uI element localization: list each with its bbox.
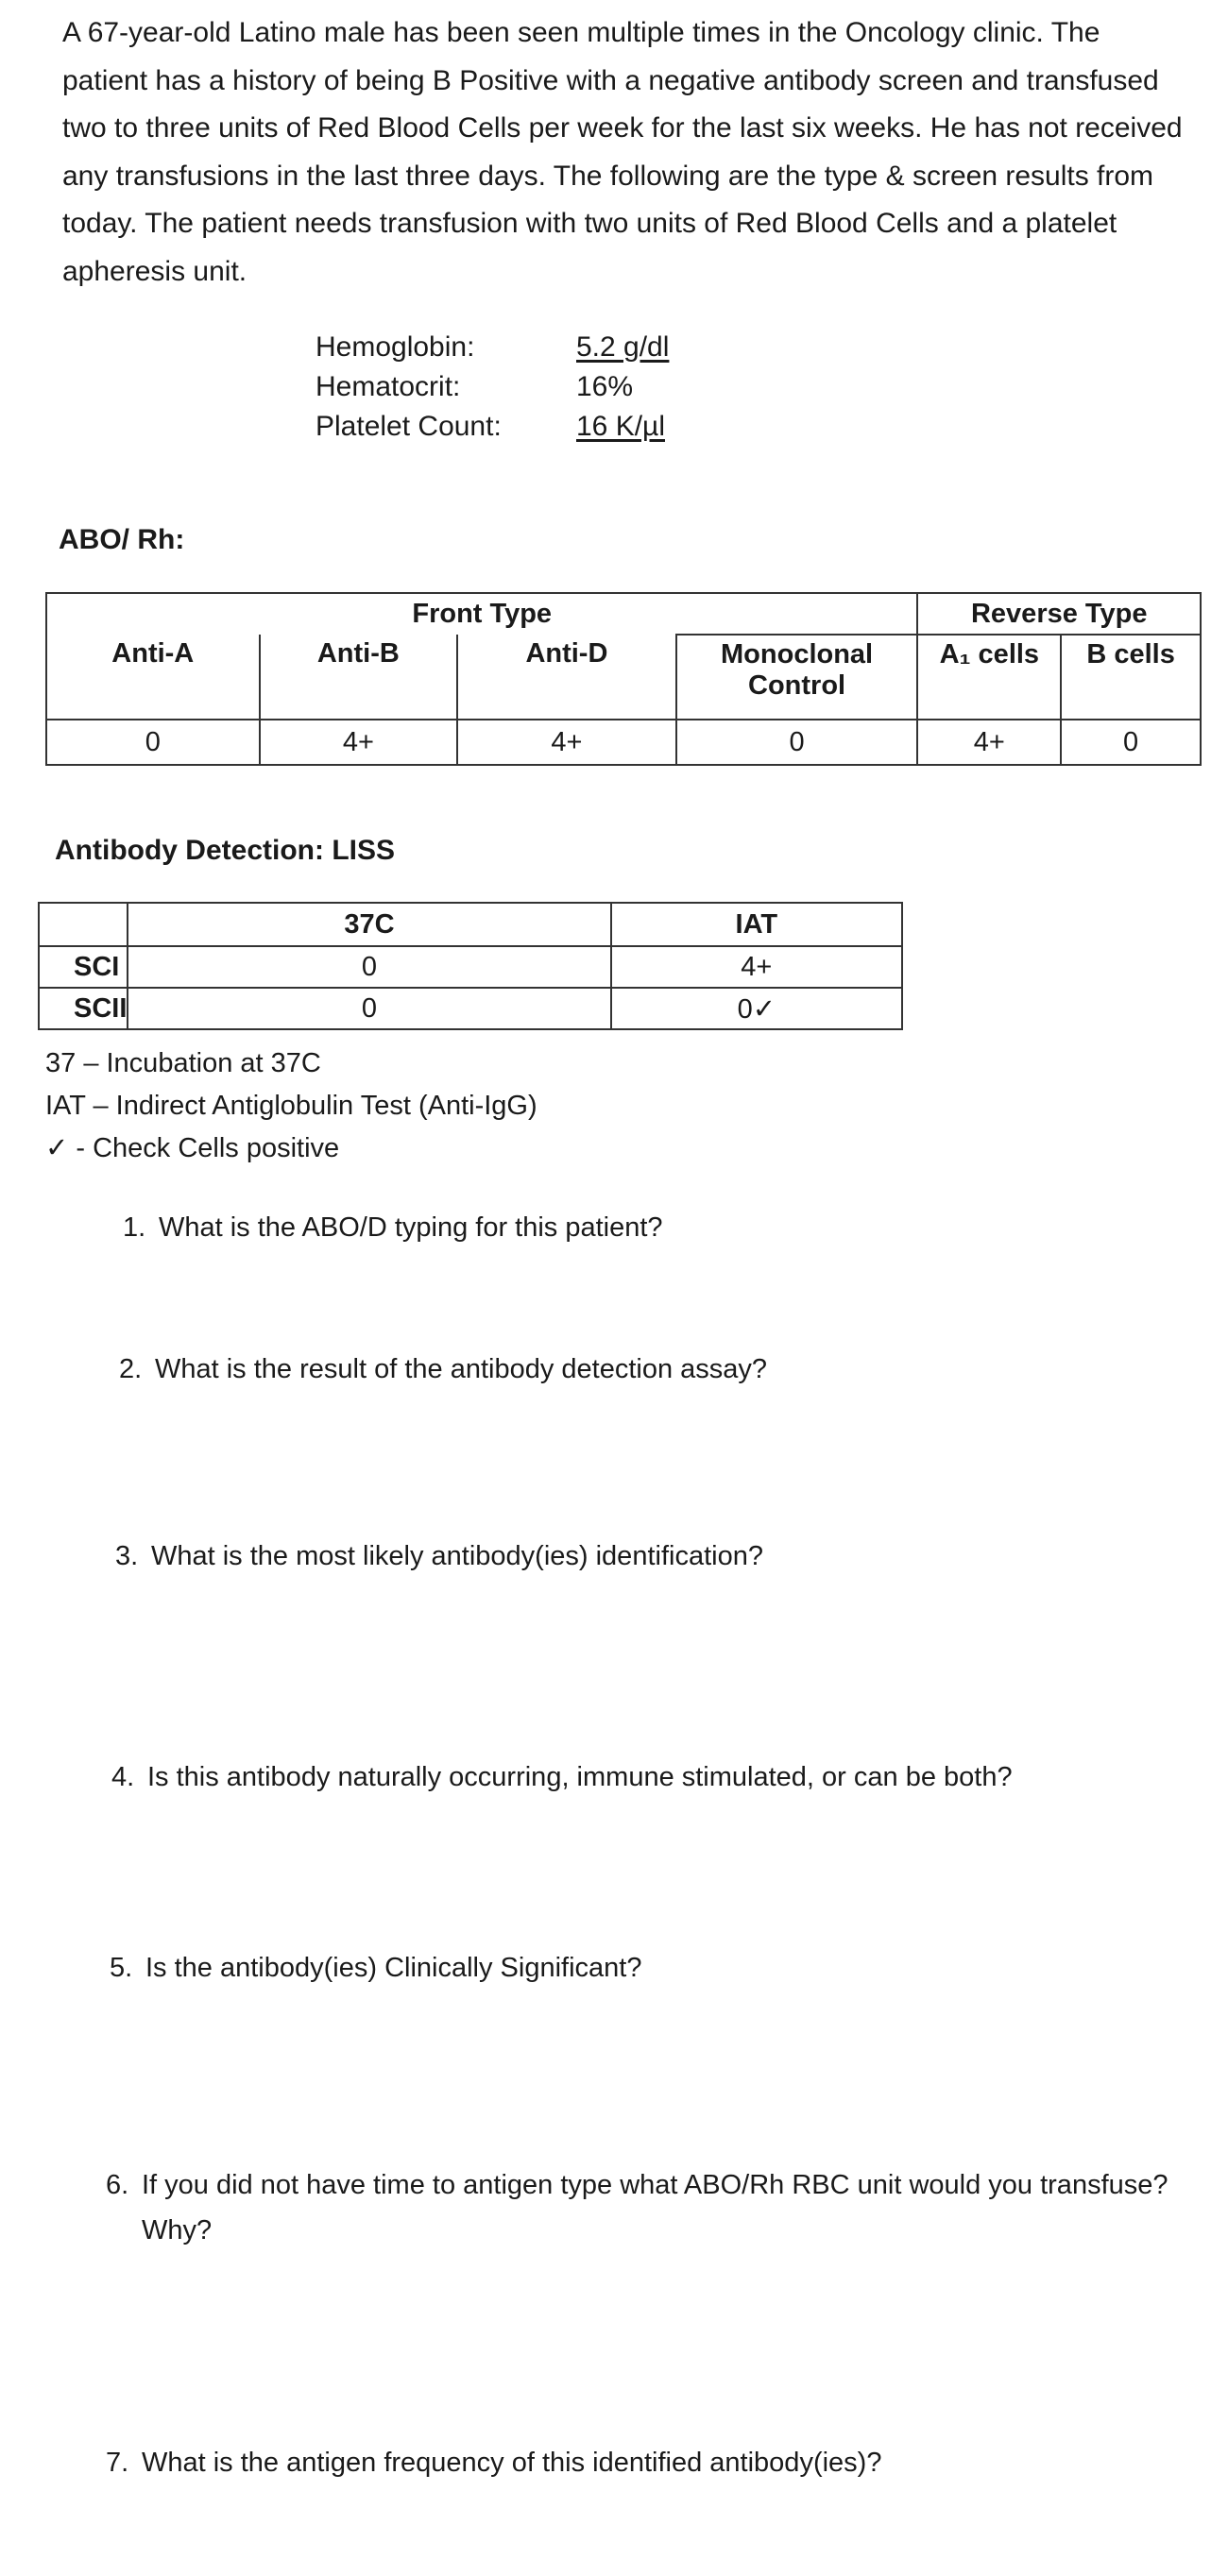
col-anti-a: Anti-A xyxy=(46,635,260,720)
result-37c: 0 xyxy=(128,946,610,988)
question-number: 2. xyxy=(119,1354,143,1384)
legend-item: 37 – Incubation at 37C xyxy=(45,1048,321,1078)
question-text: If you did not have time to antigen type what ABO/Rh RBC unit would you transfuse? Why? xyxy=(142,2170,1168,2246)
lab-row-hematocrit xyxy=(316,367,676,407)
screen-cell-label: SCII xyxy=(39,988,128,1029)
value-anti-d: 4+ xyxy=(457,720,676,765)
col-37c: 37C xyxy=(128,903,610,946)
abo-rh-label: ABO/ Rh: xyxy=(59,524,185,555)
question-text: What is the ABO/D typing for this patient? xyxy=(159,1212,663,1243)
table-row xyxy=(39,946,902,988)
lab-value: 16 K/µl xyxy=(576,411,665,442)
value-anti-b: 4+ xyxy=(260,720,458,765)
lab-value: 5.2 g/dl xyxy=(576,331,670,363)
antibody-detection-label: Antibody Detection: LISS xyxy=(55,835,395,866)
col-a1-cells: A₁ cells xyxy=(917,635,1061,720)
question-number: 1. xyxy=(123,1212,146,1243)
question-text: What is the antigen frequency of this identified antibody(ies)? xyxy=(142,2448,882,2478)
value-b-cells: 0 xyxy=(1061,720,1201,765)
lab-values xyxy=(316,328,676,447)
abo-rh-table xyxy=(45,592,1202,766)
screen-cell-label: SCI xyxy=(39,946,128,988)
question-text: What is the most likely antibody(ies) identification? xyxy=(151,1541,763,1571)
col-anti-d: Anti-D xyxy=(457,635,676,720)
lab-row-hemoglobin xyxy=(316,328,676,367)
lab-row-platelet-count xyxy=(316,407,676,447)
table-row xyxy=(39,988,902,1029)
question-number: 5. xyxy=(110,1953,133,1983)
col-anti-b: Anti-B xyxy=(260,635,458,720)
question-number: 6. xyxy=(106,2170,129,2200)
question-6 xyxy=(106,2162,1192,2253)
question-1 xyxy=(123,1205,1162,1250)
col-monoclonal-control: Monoclonal Control xyxy=(676,635,918,720)
value-a1-cells: 4+ xyxy=(917,720,1061,765)
question-3 xyxy=(115,1534,1154,1579)
value-monoclonal-control: 0 xyxy=(676,720,918,765)
result-37c: 0 xyxy=(128,988,610,1029)
question-number: 7. xyxy=(106,2448,129,2478)
col-b-cells: B cells xyxy=(1061,635,1201,720)
legend-item: IAT – Indirect Antiglobulin Test (Anti-IgG) xyxy=(45,1091,537,1121)
question-text: Is this antibody naturally occurring, immune stimulated, or can be both? xyxy=(147,1762,1013,1792)
reverse-type-header: Reverse Type xyxy=(917,593,1201,635)
question-text: What is the result of the antibody detection assay? xyxy=(155,1354,768,1384)
front-type-header: Front Type xyxy=(46,593,917,635)
result-iat: 0✓ xyxy=(611,988,902,1029)
lab-name: Platelet Count: xyxy=(316,411,502,442)
question-number: 4. xyxy=(111,1762,135,1792)
col-blank xyxy=(39,903,128,946)
lab-name: Hematocrit: xyxy=(316,371,461,402)
lab-value: 16% xyxy=(576,371,634,402)
question-2 xyxy=(119,1347,1158,1392)
lab-name: Hemoglobin: xyxy=(316,331,475,363)
question-7 xyxy=(106,2440,1192,2485)
col-iat: IAT xyxy=(611,903,902,946)
question-5 xyxy=(110,1945,1149,1991)
value-anti-a: 0 xyxy=(46,720,260,765)
question-number: 3. xyxy=(115,1541,139,1571)
antibody-detection-table xyxy=(38,902,903,1030)
legend xyxy=(45,1042,537,1170)
legend-item: ✓ - Check Cells positive xyxy=(45,1133,340,1163)
question-4 xyxy=(111,1754,1198,1800)
question-text: Is the antibody(ies) Clinically Significant? xyxy=(145,1953,642,1983)
result-iat: 4+ xyxy=(611,946,902,988)
case-description: A 67-year-old Latino male has been seen multiple times in the Oncology clinic. The patient has a history of being B Positive with a negative antibody screen and transfused two to three units of Red Blood Cells per week for the last six weeks. He has not received any transfusions in the last three days. The following are the type & screen results from today. The patient needs transfusion with two units of Red Blood Cells and a platelet apheresis unit. xyxy=(62,17,1183,287)
